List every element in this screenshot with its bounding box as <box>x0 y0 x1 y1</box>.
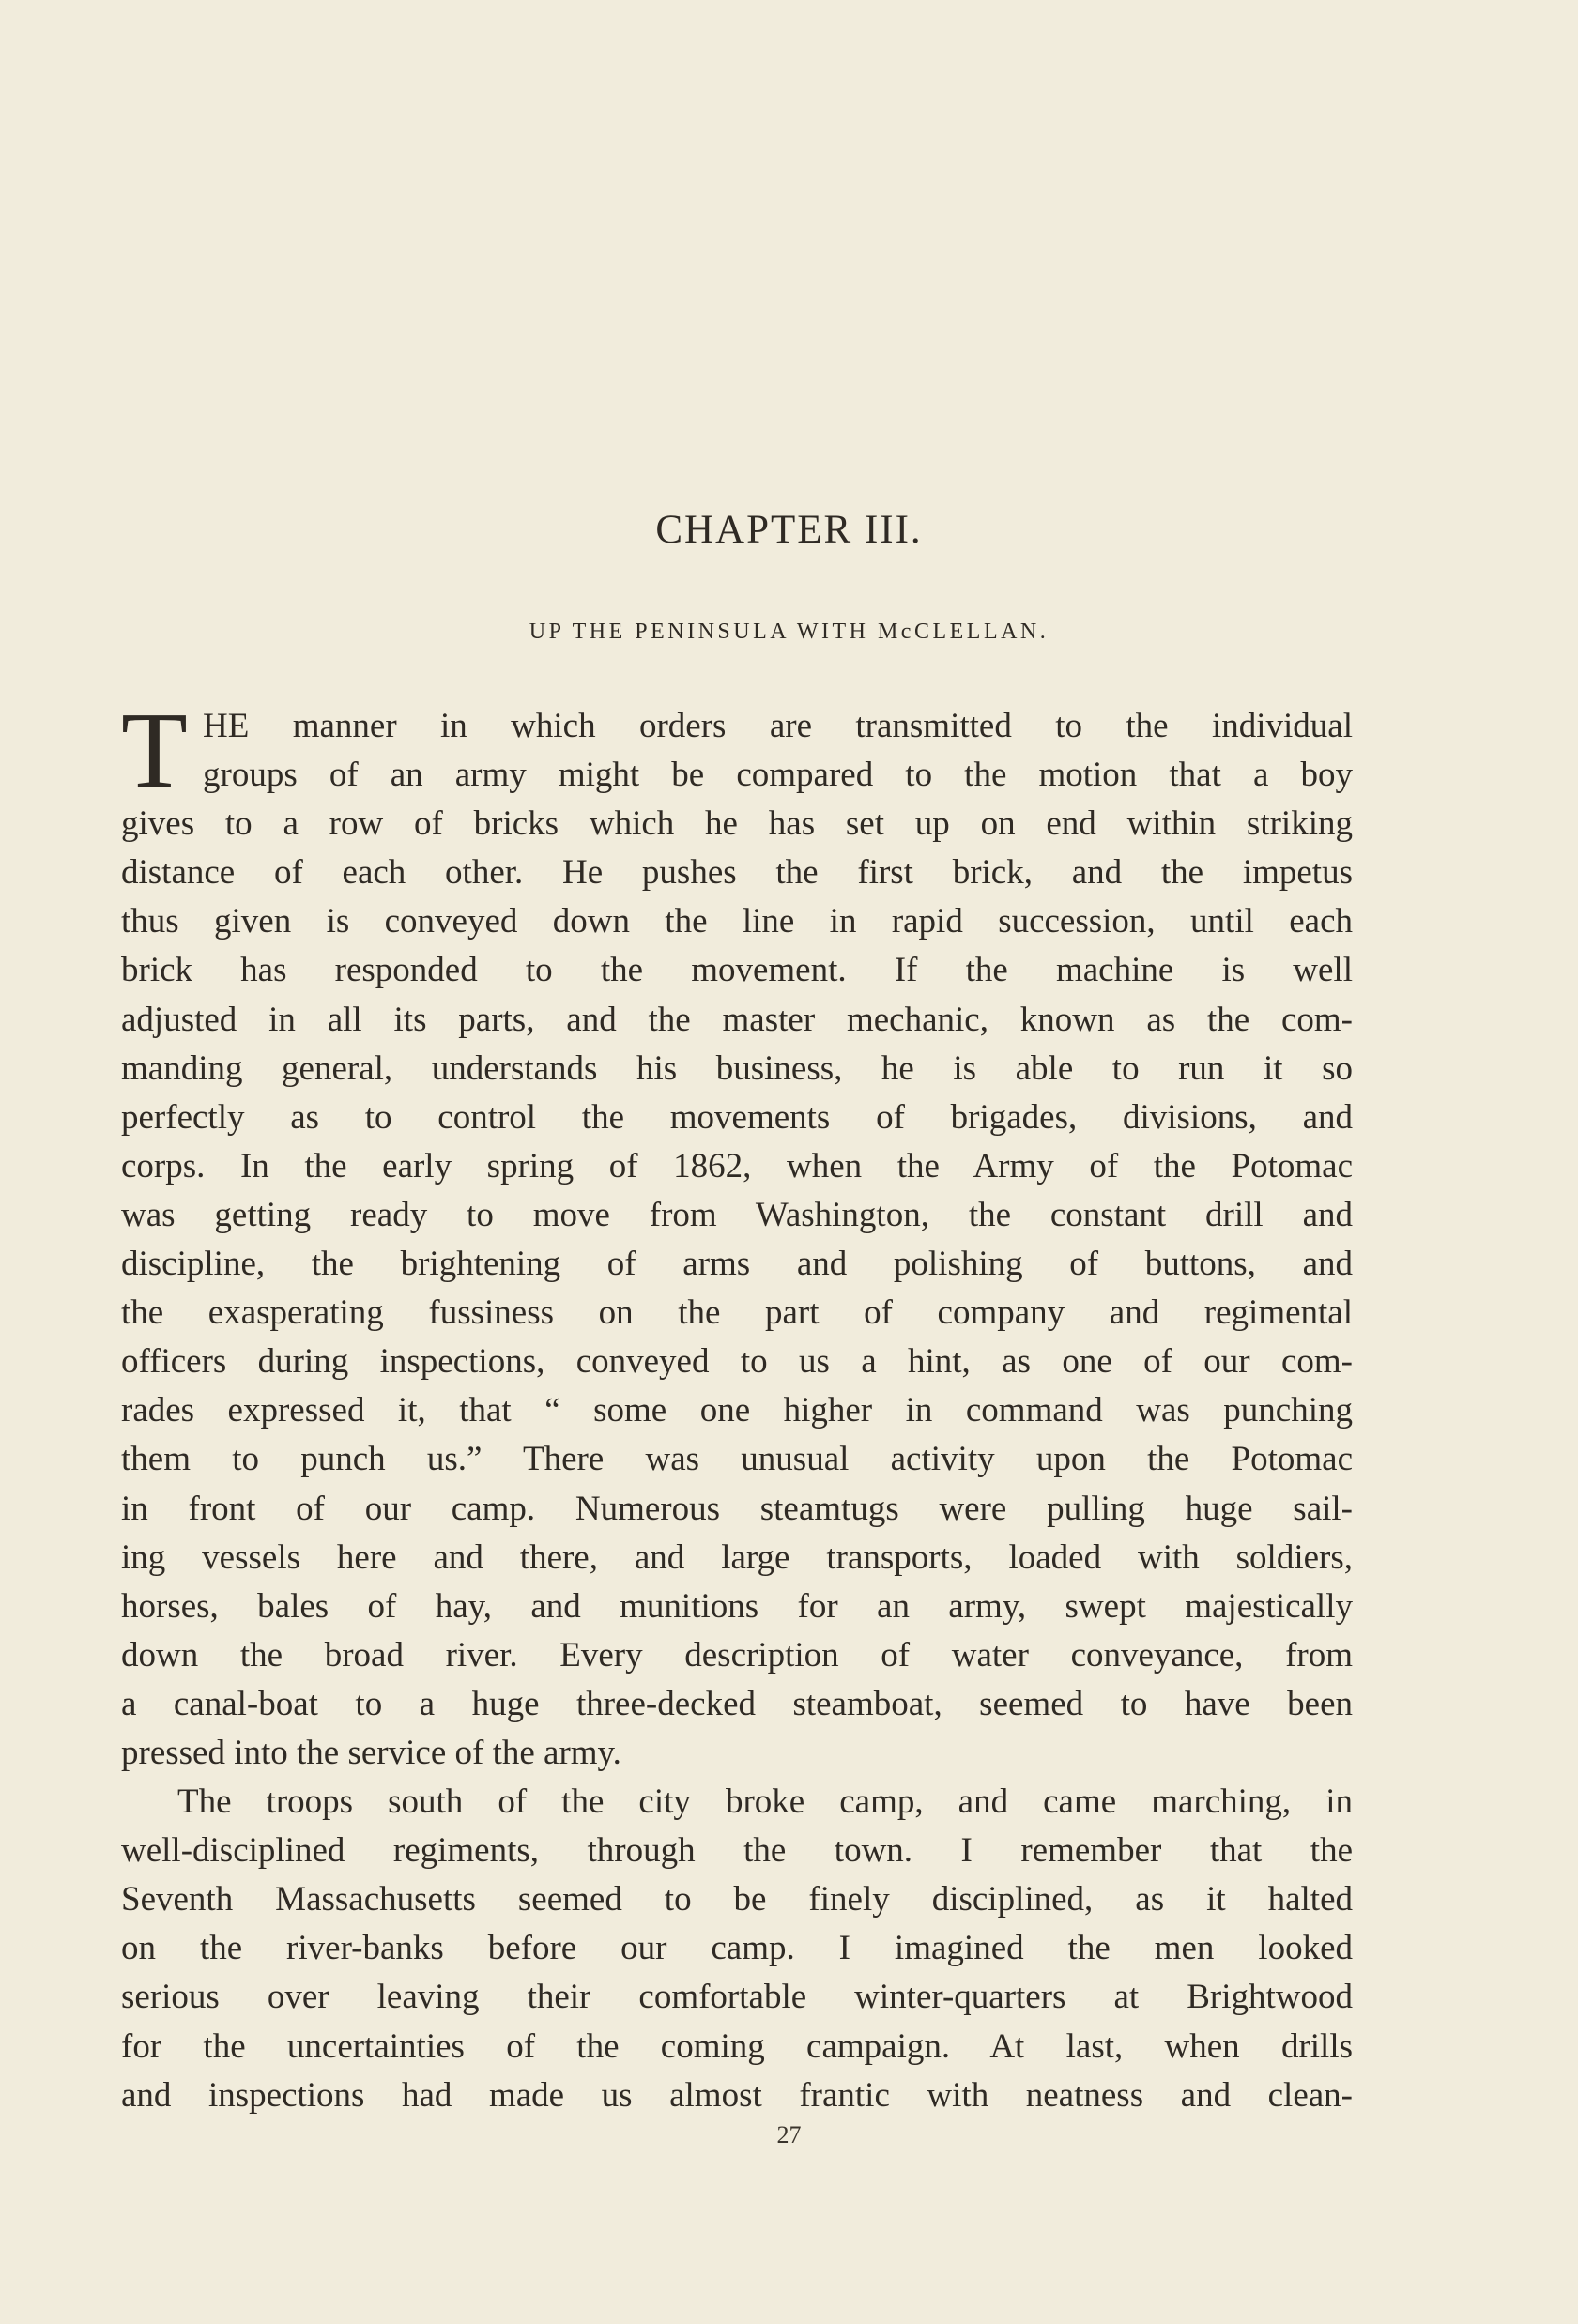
text-line: groups of an army might be compared to the motion that a boy <box>203 756 1353 795</box>
text-line: The troops south of the city broke camp, and came marching, in <box>177 1782 1353 1822</box>
text-line: them to punch us.” There was unusual activity upon the Potomac <box>121 1440 1353 1479</box>
text-line: and inspections had made us almost frantic with neatness and clean- <box>121 2075 1353 2115</box>
text-line: for the uncertainties of the coming campaign. At last, when drills <box>121 2026 1353 2066</box>
chapter-subtitle: UP THE PENINSULA WITH McCLELLAN. <box>529 619 1049 644</box>
text-line: officers during inspections, conveyed to us a hint, as one of our com- <box>121 1342 1353 1382</box>
text-line: a canal-boat to a huge three-decked steamboat, seemed to have been <box>121 1684 1353 1723</box>
text-line: perfectly as to control the movements of brigades, divisions, and <box>121 1097 1353 1137</box>
text-line: in front of our camp. Numerous steamtugs were pulling huge sail- <box>121 1489 1353 1528</box>
text-line: the exasperating fussiness on the part of company and regimental <box>121 1293 1353 1333</box>
text-line: was getting ready to move from Washington, the constant drill and <box>121 1195 1353 1234</box>
text-line: discipline, the brightening of arms and polishing of buttons, and <box>121 1245 1353 1284</box>
text-line: serious over leaving their comfortable winter-quarters at Brightwood <box>121 1978 1353 2017</box>
chapter-title: CHAPTER III. <box>655 508 923 552</box>
text-line: rades expressed it, that “ some one higher in command was punching <box>121 1391 1353 1430</box>
text-line: manding general, understands his business, he is able to run it so <box>121 1048 1353 1088</box>
text-line: distance of each other. He pushes the first brick, and the impetus <box>121 853 1353 893</box>
text-line: on the river-banks before our camp. I imagined the men looked <box>121 1929 1353 1968</box>
text-line: thus given is conveyed down the line in rapid succession, until each <box>121 902 1353 941</box>
drop-cap: T <box>121 691 188 811</box>
text-line: well-disciplined regiments, through the town. I remember that the <box>121 1831 1353 1871</box>
text-line: gives to a row of bricks which he has set up on end within striking <box>121 804 1353 844</box>
text-line: down the broad river. Every description of water conveyance, from <box>121 1635 1353 1674</box>
text-line: horses, bales of hay, and munitions for an army, swept majestically <box>121 1586 1353 1626</box>
text-line: HE manner in which orders are transmitted to the individual <box>203 707 1353 745</box>
text-line: adjusted in all its parts, and the master mechanic, known as the com- <box>121 1000 1353 1039</box>
body-text <box>121 691 1353 2120</box>
page-number: 27 <box>776 2121 802 2148</box>
text-line: pressed into the service of the army. <box>121 1733 621 1772</box>
text-line: Seventh Massachusetts seemed to be finely disciplined, as it halted <box>121 1880 1353 1919</box>
text-line: corps. In the early spring of 1862, when the Army of the Potomac <box>121 1146 1353 1185</box>
text-line: ing vessels here and there, and large transports, loaded with soldiers, <box>121 1537 1353 1577</box>
text-line: brick has responded to the movement. If the machine is well <box>121 951 1353 990</box>
